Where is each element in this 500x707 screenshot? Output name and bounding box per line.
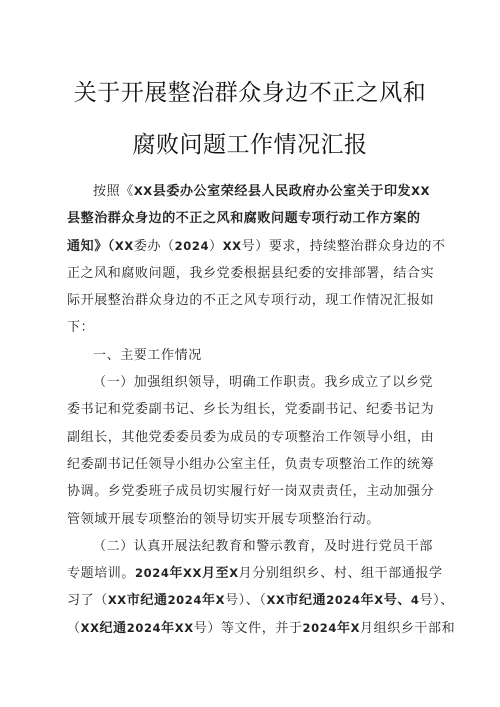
text-run: 号）要求，持续整治群众身边的不 [241, 238, 446, 254]
text-run: 月分别组织乡、村、组干部通报学 [238, 566, 443, 582]
text-run: 月至 [201, 566, 230, 582]
text-run: 县委办公室荣经县人民政府办公室关于印发 [152, 184, 412, 199]
text-run: XX [222, 238, 242, 253]
document-title-line-2: 腐败问题工作情况汇报 [132, 132, 368, 158]
text-run: XX [411, 184, 431, 198]
document-title-line-1: 关于开展整治群众身边不正之风和 [73, 80, 427, 106]
text-run: 号）等文件，并于 [193, 620, 303, 636]
text-run: 号）、（ [225, 593, 267, 609]
item-1-paragraph [67, 369, 437, 533]
text-run: XX [266, 593, 286, 608]
text-run: 年 [169, 566, 184, 582]
text-line [67, 178, 437, 205]
text-run: 市纪通 [285, 593, 327, 609]
text-run: 专题培训。 [67, 566, 136, 582]
intro-paragraph [67, 178, 446, 342]
text-line: 管领域开展专项整治的领导切实开展专项整治行动。 [67, 511, 380, 527]
text-run: X [229, 566, 239, 581]
text-run: 2024 [126, 620, 162, 635]
text-line: 际开展整治群众身边的不正之风专项行动，现工作情况汇报如 [67, 293, 435, 309]
text-line: （一）加强组织领导，明确工作职责。我乡成立了以乡党 [93, 375, 434, 391]
text-run: 年 [161, 620, 175, 636]
text-line: 下： [67, 320, 95, 336]
text-run: XX [183, 566, 202, 581]
text-line: 正之风和腐败问题，我乡党委根据县纪委的安排部署，结合实 [67, 265, 435, 281]
text-line [67, 233, 446, 260]
text-run: 2024 [174, 238, 210, 253]
text-run: 市纪通 [126, 593, 168, 609]
text-run: 通知》（ [67, 238, 115, 254]
text-run: 2024 [135, 566, 170, 581]
text-run: 年 [360, 593, 375, 609]
text-run: ） [209, 238, 223, 254]
text-run: （ [67, 620, 81, 636]
section-heading [67, 342, 437, 369]
text-run: X [350, 620, 361, 635]
text-run: 按照《 [93, 184, 134, 199]
text-run: 委办（ [133, 238, 175, 254]
text-run: X [374, 593, 384, 608]
text-run: XX [114, 238, 134, 253]
section-1-heading: 一、主要工作情况 [93, 347, 202, 363]
text-run: 月组织乡干部和 [360, 620, 456, 636]
text-run: XX [107, 593, 127, 608]
text-line: 县整治群众身边的不正之风和腐败问题专项行动工作方案的 [67, 211, 421, 227]
text-line: 纪委副书记任领导小组办公室主任，负责专项整治工作的统筹 [67, 456, 435, 472]
text-run: 纪通 [99, 620, 127, 636]
text-line [67, 560, 443, 587]
text-line: （二）认真开展法纪教育和警示教育，及时进行党员干部 [93, 538, 434, 554]
text-run: 号）、 [419, 593, 454, 609]
text-line: 副组长，其他党委委员委为成员的专项整治工作领导小组，由 [67, 429, 435, 445]
text-run: 4 [410, 593, 420, 608]
item-2-paragraph [67, 533, 456, 642]
text-run: XX [133, 184, 153, 198]
text-line: 委书记和党委副书记、乡长为组长，党委副书记、纪委书记为 [67, 402, 435, 418]
text-run: 年 [336, 620, 351, 636]
text-run: 2024 [302, 620, 337, 635]
text-run: 2024 [326, 593, 361, 608]
document-body [67, 178, 456, 642]
text-run: 年 [201, 593, 216, 609]
text-run: XX [80, 620, 100, 635]
text-run: 2024 [167, 593, 202, 608]
text-line [67, 615, 456, 642]
text-line [67, 587, 454, 614]
text-run: X [215, 593, 226, 608]
text-run: 号、 [383, 593, 411, 609]
text-line: 协调。乡党委班子成员切实履行好一岗双责责任，主动加强分 [67, 484, 435, 500]
text-run: 习了（ [67, 593, 108, 609]
text-run: XX [174, 620, 194, 635]
